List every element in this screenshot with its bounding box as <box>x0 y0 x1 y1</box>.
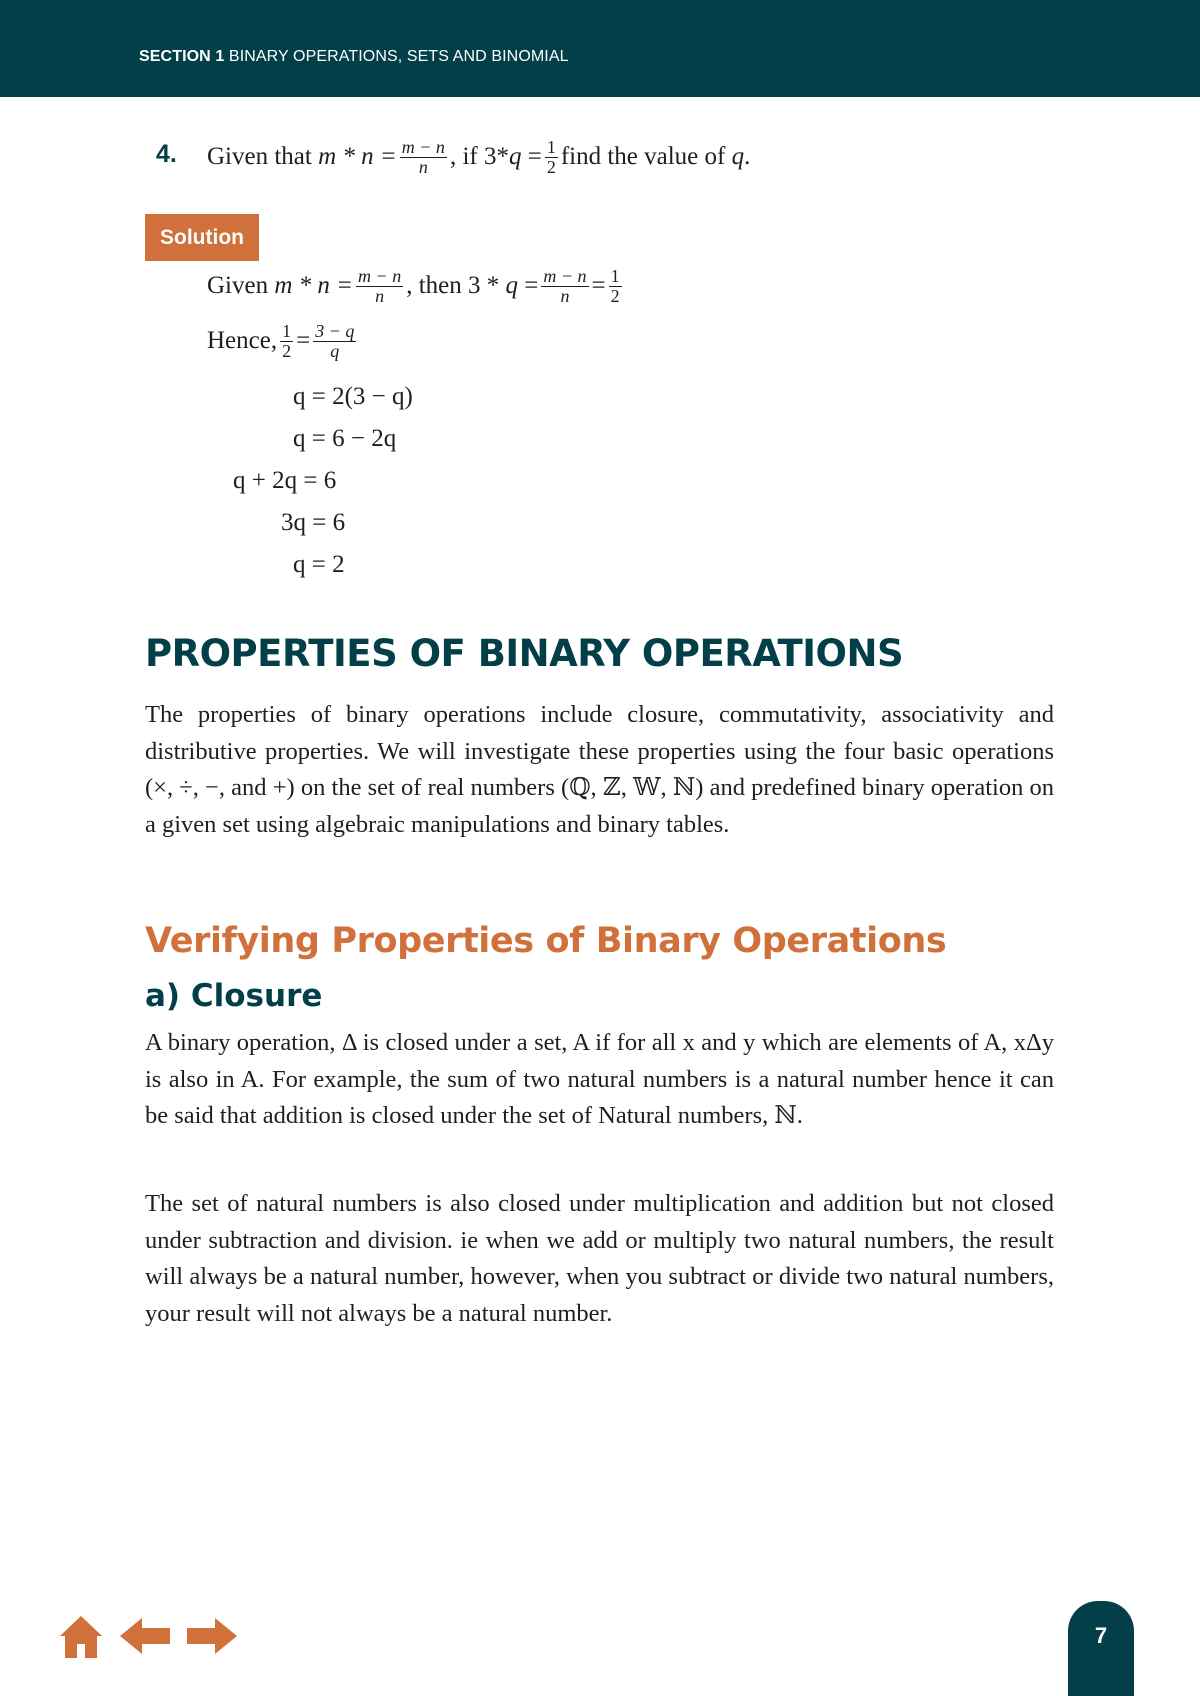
page-number-text: 7 <box>1094 1623 1108 1648</box>
fraction-denominator: n <box>418 156 428 177</box>
solution-badge: Solution <box>145 214 259 261</box>
fraction-numerator: 3 − q <box>315 321 355 341</box>
fraction-denominator: q <box>330 340 340 361</box>
half-numerator: 1 <box>282 321 292 341</box>
half-numerator: 1 <box>546 137 556 157</box>
arrow-right-icon <box>187 1618 237 1654</box>
next-page-button[interactable] <box>187 1618 237 1654</box>
question-half <box>545 138 558 177</box>
section-title: BINARY OPERATIONS, SETS AND BINOMIAL <box>228 48 569 65</box>
home-button[interactable] <box>58 1614 104 1660</box>
fraction-numerator: m − n <box>401 137 445 157</box>
solution-fraction-3 <box>313 322 356 361</box>
question-equals: = <box>527 143 542 171</box>
page-number <box>1068 1601 1134 1696</box>
question-condition: , if 3* <box>449 143 509 171</box>
question-expr: m * n = <box>318 143 397 171</box>
previous-page-button[interactable] <box>120 1618 170 1654</box>
solution-line-2 <box>207 322 359 361</box>
solution-hence: Hence, <box>207 327 278 355</box>
solution-step: q = 6 − 2q <box>293 425 397 452</box>
fraction-numerator: m − n <box>358 266 402 286</box>
half-denominator: 2 <box>610 285 620 306</box>
closure-paragraph-2: The set of natural numbers is also closed under multiplication and addition but not closed under subtraction and division. ie when we add or multiply two natural numbers, the result will always be a natural number, however, when you subtract or divide two natural numbers, your result will not always be a natural number. <box>145 1190 1054 1327</box>
closure-paragraph-1: A binary operation, Δ is closed under a set, A if for all x and y which are elements of A, xΔy is also in A. For example, the sum of two natural numbers is a natural number hence it can be said that addition is closed under the set of Natural numbers, ℕ. <box>145 1029 1054 1129</box>
solution-half-2 <box>280 322 293 361</box>
question-fraction <box>400 138 447 177</box>
solution-var: q <box>505 272 518 300</box>
header-title <box>139 48 569 66</box>
fraction-denominator: n <box>560 285 570 306</box>
solution-fraction-1 <box>356 267 403 306</box>
closure-heading: a) Closure <box>145 978 323 1014</box>
section-heading: PROPERTIES OF BINARY OPERATIONS <box>145 632 904 675</box>
fraction-numerator: m − n <box>543 266 587 286</box>
solution-step: 3q = 6 <box>281 509 346 536</box>
solution-given: Given <box>207 272 269 300</box>
question-period: . <box>744 143 751 171</box>
page-header <box>0 0 1200 97</box>
section-paragraph: The properties of binary operations include closure, commutativity, associativity and distributive properties. We will investigate these properties using the four basic operations (×, ÷, −, and +) on the set of real numbers (ℚ, ℤ, 𝕎, ℕ) and predefined binary operation on a given set using algebraic manipulations and binary tables. <box>145 701 1054 838</box>
solution-fraction-2 <box>541 267 588 306</box>
solution-step: q = 2(3 − q) <box>293 383 413 410</box>
home-icon <box>58 1614 104 1660</box>
subsection-heading: Verifying Properties of Binary Operations <box>145 921 947 961</box>
half-denominator: 2 <box>282 340 292 361</box>
solution-equals-1: = <box>524 272 539 300</box>
question-number: 4. <box>156 140 177 168</box>
fraction-denominator: n <box>375 285 385 306</box>
section-label: SECTION 1 <box>139 48 225 65</box>
arrow-left-icon <box>120 1618 170 1654</box>
solution-equals-2: = <box>591 272 606 300</box>
solution-step: q = 2 <box>293 551 345 578</box>
half-numerator: 1 <box>610 266 620 286</box>
question-tail: find the value of <box>560 143 726 171</box>
solution-half <box>609 267 622 306</box>
question-tail-var: q <box>731 143 745 171</box>
question-text <box>207 138 750 177</box>
half-denominator: 2 <box>546 156 556 177</box>
question-given: Given that <box>207 143 312 171</box>
solution-equals: = <box>296 327 311 355</box>
question-var: q <box>508 143 522 171</box>
solution-step: q + 2q = 6 <box>233 467 337 494</box>
solution-line-1 <box>207 267 625 306</box>
solution-then: , then 3 * <box>406 272 500 300</box>
solution-expr: m * n = <box>274 272 354 300</box>
